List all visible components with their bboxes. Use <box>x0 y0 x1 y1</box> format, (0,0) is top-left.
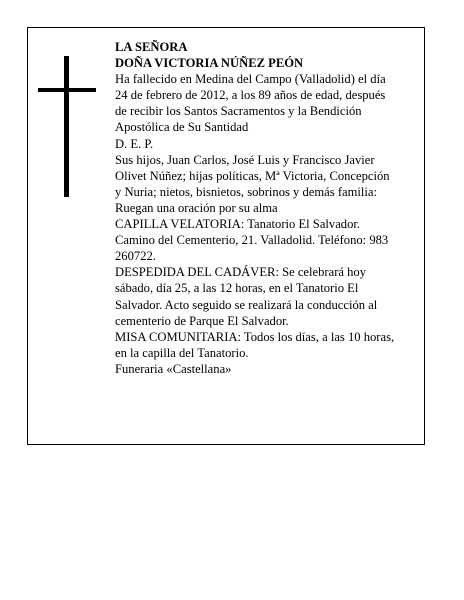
farewell-line: cementerio de Parque El Salvador. <box>115 313 289 328</box>
deceased-name: DOÑA VICTORIA NÚÑEZ PEÓN <box>115 56 304 71</box>
mass-line: en la capilla del Tanatorio. <box>115 345 249 360</box>
notice-text <box>115 39 423 377</box>
chapel-line: CAPILLA VELATORIA: Tanatorio El Salvador. <box>115 217 361 232</box>
cross-vertical-bar <box>64 56 69 197</box>
notice-title: LA SEÑORA <box>115 40 188 54</box>
farewell-line: DESPEDIDA DEL CADÁVER: Se celebrará hoy <box>115 265 367 280</box>
chapel-phone-line: 260722. <box>115 249 156 264</box>
cross-horizontal-bar <box>38 88 96 92</box>
body-line: y Nuria; nietos, bisnietos, sobrinos y demás familia: <box>115 184 377 199</box>
chapel-address-line: Camino del Cementerio, 21. Valladolid. Teléfono: 983 <box>115 233 389 248</box>
rip-line: D. E. P. <box>115 136 154 151</box>
body-line: 24 de febrero de 2012, a los 89 años de edad, después <box>115 88 386 103</box>
body-line: de recibir los Santos Sacramentos y la Bendición <box>115 104 362 119</box>
body-line: Ha fallecido en Medina del Campo (Valladolid) el día <box>115 72 386 87</box>
body-line: Sus hijos, Juan Carlos, José Luis y Francisco Javier <box>115 152 375 167</box>
farewell-line: sábado, día 25, a las 12 horas, en el Tanatorio El <box>115 281 359 296</box>
mass-line: MISA COMUNITARIA: Todos los días, a las 10 horas, <box>115 329 395 344</box>
farewell-line: Salvador. Acto seguido se realizará la conducción al <box>115 297 378 312</box>
obituary-notice <box>27 27 425 445</box>
body-line: Ruegan una oración por su alma <box>115 200 278 215</box>
body-line: Olivet Núñez; hijas políticas, Mª Victoria, Concepción <box>115 168 390 183</box>
funeral-home-line: Funeraria «Castellana» <box>115 361 232 376</box>
body-line: Apostólica de Su Santidad <box>115 120 249 135</box>
